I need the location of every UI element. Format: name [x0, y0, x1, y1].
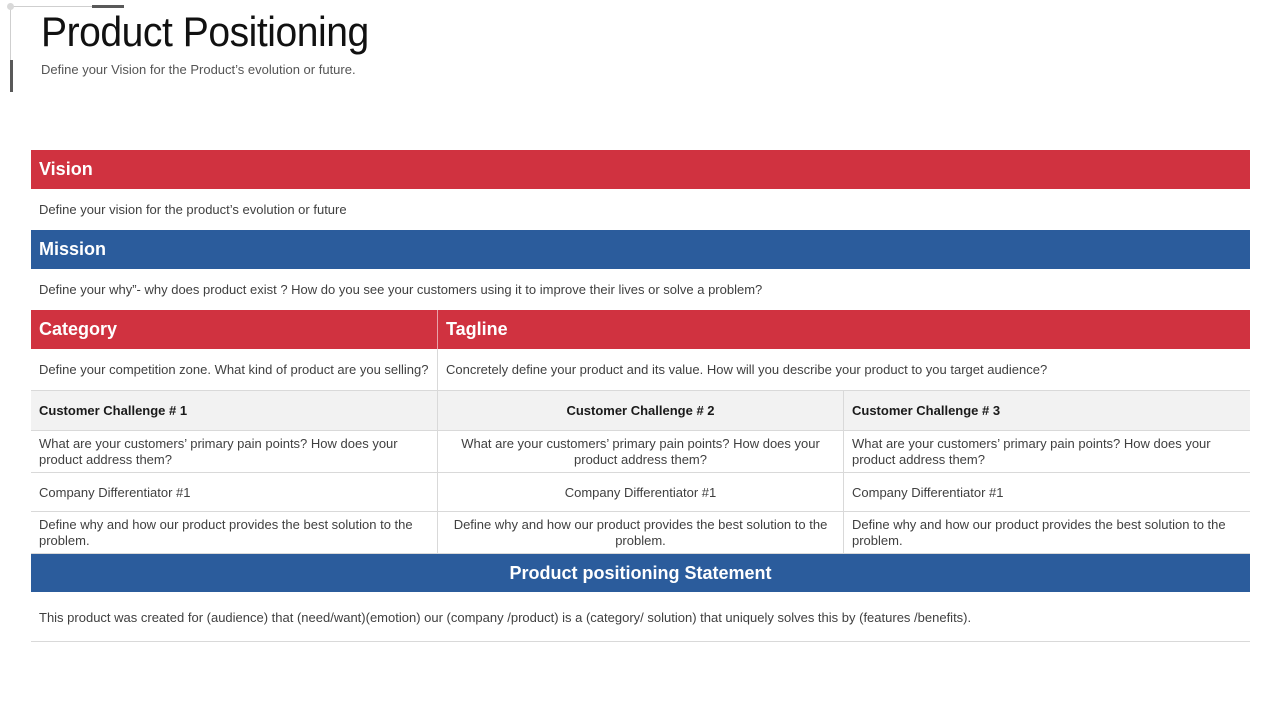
page-title: Product Positioning [41, 8, 369, 55]
challenge-2-pain: What are your customers’ primary pain points? How does your product address them? [437, 431, 843, 472]
challenge-3-heading: Customer Challenge # 3 [843, 391, 1250, 430]
category-tagline-header [31, 310, 1250, 349]
page-subtitle: Define your Vision for the Product’s evolution or future. [41, 62, 356, 77]
challenge-3-solution: Define why and how our product provides the best solution to the problem. [843, 512, 1250, 553]
category-heading: Category [31, 310, 437, 349]
challenge-3-pain: What are your customers’ primary pain points? How does your product address them? [843, 431, 1250, 472]
differentiator-row [31, 473, 1250, 512]
challenge-2-solution: Define why and how our product provides the best solution to the problem. [437, 512, 843, 553]
category-tagline-row [31, 349, 1250, 391]
corner-dot [7, 3, 14, 10]
statement-heading: Product positioning Statement [31, 554, 1250, 592]
corner-line-horizontal [10, 6, 92, 7]
corner-accent-vertical [10, 60, 13, 92]
challenge-3-differentiator: Company Differentiator #1 [843, 473, 1250, 511]
challenge-1-differentiator: Company Differentiator #1 [39, 484, 191, 500]
corner-line-vertical [10, 6, 11, 62]
challenge-1-pain: What are your customers’ primary pain points? How does your product address them? [39, 435, 398, 467]
mission-text: Define your why”- why does product exist ? How do you see your customers using it to improve their lives or solve a problem? [39, 282, 763, 297]
tagline-text: Concretely define your product and its value. How will you describe your product to you target audience? [437, 349, 1250, 390]
positioning-table [31, 150, 1250, 642]
mission-heading: Mission [31, 230, 1250, 269]
challenge-2-heading: Customer Challenge # 2 [437, 391, 843, 430]
statement-text: This product was created for (audience) that (need/want)(emotion) our (company /product) is a (category/ solution) that uniquely solves this by (features /benefits). [31, 592, 1250, 642]
challenge-1-solution: Define why and how our product provides the best solution to the problem. [39, 516, 413, 548]
vision-text: Define your vision for the product’s evolution or future [39, 202, 347, 217]
pain-points-row [31, 431, 1250, 473]
category-text: Define your competition zone. What kind of product are you selling? [39, 362, 429, 377]
vision-heading: Vision [31, 150, 1250, 189]
challenge-header-row [31, 391, 1250, 431]
challenge-2-differentiator: Company Differentiator #1 [437, 473, 843, 511]
tagline-heading: Tagline [437, 310, 1250, 349]
solution-row [31, 512, 1250, 554]
challenge-1-heading: Customer Challenge # 1 [39, 403, 188, 418]
